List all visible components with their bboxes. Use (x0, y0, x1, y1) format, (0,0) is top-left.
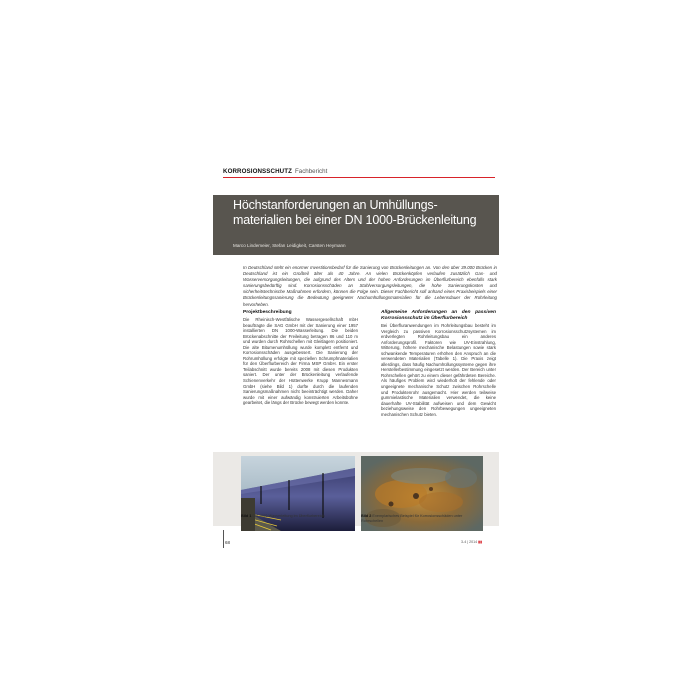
rubric-section: KORROSIONSSCHUTZ (223, 168, 292, 175)
left-column-heading: Projektbeschreibung (243, 310, 292, 315)
page-number: 68 (225, 540, 231, 545)
figure-2-text: Exemplarisches Beispiel für Korrosionsschäden unter Rohrschellen (361, 514, 463, 523)
page-margin-rule (223, 530, 224, 548)
section-rubric (223, 167, 495, 178)
rubric-type: Fachbericht (294, 168, 328, 175)
journal-page (213, 160, 503, 550)
footer-issue (461, 540, 482, 544)
figure-1-label: Bild 1 (241, 514, 252, 518)
publisher-logo-icon: ▮▮ (478, 540, 483, 544)
figure-2-label: Bild 2 (361, 514, 372, 518)
article-authors: Marco Lindemeier, Stefan Leidigkeit, Carsten Heymann (233, 243, 346, 248)
article-lead: In Deutschland steht ein enormer Investitionsbedarf für die Sanierung von Brückenleitungen an. Von den über 39.000 Brücken in Deutschland ist ein Großteil älter als 40 Jahre. An vielen Brückenköpfen verlaufen zusätzlich Gas- und Wasserversorgungsleitungen, die aufgrund des Alters und der hohen Anforderungen im Überflurbereich ebenfalls stark sanierungsbedürftig sind. Korrosionsschäden an Stahlversorgungsleitungen, die hohe Sanierungskosten und sicherheitstechnische Maßnahmen erfordern, können die Folge sein. Dieser Fachbericht soll anhand eines Praxisbeispiels einer Brückenleitungssanierung die Bedeutung geeigneter Nachumhüllungsmaterialien für die Lebensdauer der Rohrleitung hervorheben. (243, 265, 497, 307)
article-title-line-1: Höchstanforderungen an Umhüllungs- (233, 198, 438, 212)
right-column-heading: Allgemeine Anforderungen an den passiven Korrosionsschutz im Überflurbereich (381, 310, 496, 321)
left-column-body: Die Rheinisch-Westfälische Wassergesellschaft mbH beauftragte die SAG GmbH mit der Sanierung einer 1957 installierten DN 1000-Wasserleitung. Die beiden Brückenabschnitte der Freileitung betragen 86 und 110 m und wurden durch Rohrschellen mit Gleitlagern positioniert. Die alte Bitumenumhüllung wurde komplett entfernt und Korrosionsschäden ausgebessert. Die Sanierung der Rohrumhüllung erfolgte mit speziellen Schrumpfmaterialien für den Überflurbereich der Firma MSP GmbH. Ein erster Teilabschnitt wurde bereits 2008 mit diesen Produkten saniert. Der unter der Brückenleitung verlaufende Schienenverkehr der Hüttenwerke Krupp Mannesmann GmbH (siehe Bild 1) durfte durch die laufenden Sanierungsmaßnahmen nicht beeinträchtigt werden. Daher wurde mit einer aufwändig konstruierten Arbeitsbühne gearbeitet, die längs der Brücke bewegt werden konnte. (243, 317, 358, 406)
footer-issue-text: 3-4 | 2014 (461, 540, 478, 544)
article-title (233, 198, 493, 228)
figure-1-caption (241, 514, 355, 519)
figure-1-pipeline-photo (241, 456, 355, 531)
right-column-body: Bei Überfluranwendungen im Rohrleitungsbau besteht im Vergleich zu passiven Korrosionsschutzsystemen im erdverlegten Rohrleitungsbau ein anderes Anforderungsprofil. Faktoren wie UV-Einstrahlung, Witterung, höhere mechanische Belastungen sowie stark schwankende Temperaturen erhöhen den Anspruch an die verwendeten Materialien (Tabelle 1). Die Praxis zeigt allerdings, dass häufig Nachumhüllungssysteme gegen ihre Herstellerbestimmung eingesetzt werden. Der Bereich unter Rohrschellen gehört zu einem dieser gefährdeten Bereiche. Als häufiges Problem wird wiederholt der fehlende oder ungeeignete mechanische Schutz zwischen Rohrschelle und Produktenrohr ausgemacht. Hier werden teilweise gummielastische Materialien verwendet, die keine dauerhafte UV-Stabilität aufweisen und dem Gewicht beziehungsweise den Rohrbewegungen ungeeigneten mechanischen Schutz bieten. (381, 323, 496, 417)
left-column (243, 310, 358, 406)
figure-2-caption (361, 514, 483, 524)
article-title-line-2: materialien bei einer DN 1000-Brückenleitung (233, 213, 477, 227)
right-column (381, 310, 496, 417)
title-band (213, 195, 499, 255)
figure-1-text: DN 1000-Wasserleitung im Überflurbereich (252, 514, 325, 518)
